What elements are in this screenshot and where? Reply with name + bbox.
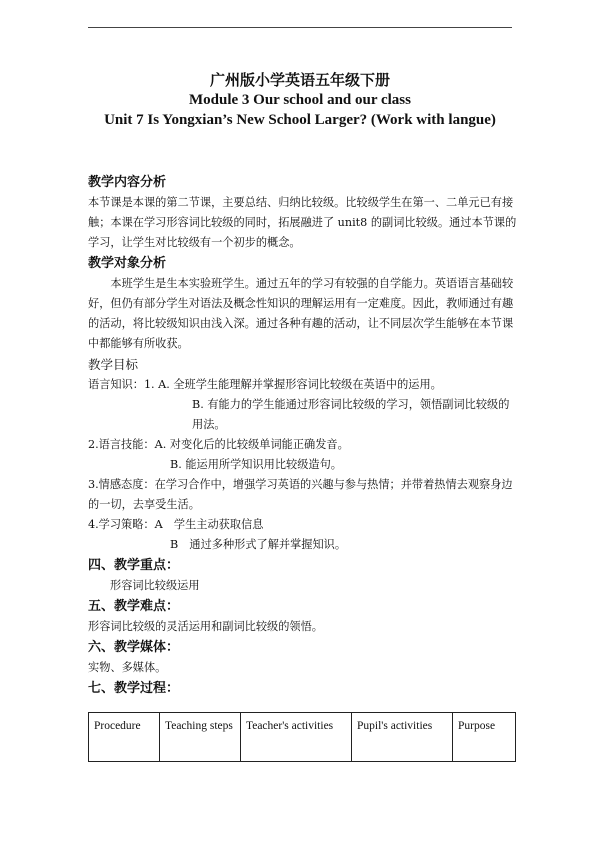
- document-title-block: [88, 70, 512, 130]
- table-header-cell: Teaching steps: [160, 713, 241, 762]
- document-body: [88, 172, 518, 699]
- document-title: 广州版小学英语五年级下册: [209, 71, 390, 89]
- difficulties-text: 形容词比较级的灵活运用和副词比较级的领悟。: [88, 620, 323, 633]
- section-heading-key-points: 四、教学重点：: [88, 558, 180, 573]
- table-header-row: [89, 713, 516, 762]
- key-points-text: 形容词比较级运用: [110, 579, 200, 592]
- table-header-cell: Pupil's activities: [352, 713, 453, 762]
- objective-knowledge-b: B. 有能力的学生能通过形容词比较级的学习，领悟副词比较级的用法。: [192, 398, 510, 431]
- table-header-cell: Teacher's activities: [241, 713, 352, 762]
- content-analysis-text: 本节课是本课的第二节课，主要总结、归纳比较级。比较级学生在第一、二单元已有接触；本课在学习形容词比较级的同时，拓展融进了 unit8 的副词比较级。通过本节课的学习，让学生对比较级有一个初步的概念。: [88, 196, 517, 249]
- module-title: Module 3 Our school and our class: [189, 92, 411, 108]
- top-divider: [88, 27, 512, 28]
- section-heading-difficulties: 五、教学难点：: [88, 599, 180, 614]
- objective-strategy-a: 4.学习策略：A 学生主动获取信息: [88, 518, 264, 531]
- section-heading-process: 七、教学过程：: [88, 681, 180, 696]
- section-heading-media: 六、教学媒体：: [88, 640, 180, 655]
- objective-skill-a: 2.语言技能：A. 对变化后的比较级单词能正确发音。: [88, 438, 349, 451]
- objective-strategy-b: B 通过多种形式了解并掌握知识。: [170, 538, 347, 551]
- section-heading-student-analysis: 教学对象分析: [88, 256, 167, 271]
- procedure-table: [88, 712, 516, 762]
- objective-attitude: 3.情感态度：在学习合作中，增强学习英语的兴趣与参与热情；并带着热情去观察身边的一切，去享受生活。: [88, 478, 513, 511]
- section-heading-content-analysis: 教学内容分析: [88, 175, 167, 190]
- objective-knowledge-a: 语言知识：1. A. 全班学生能理解并掌握形容词比较级在英语中的运用。: [88, 378, 442, 391]
- student-analysis-text: 本班学生是生本实验班学生。通过五年的学习有较强的自学能力。英语语言基础较好，但仍有部分学生对语法及概念性知识的理解运用有一定难度。因此，教师通过有趣的活动，将比较级知识由浅入深。通过各种有趣的活动，让不同层次学生能够在本节课中都能够有所收获。: [88, 277, 514, 350]
- table-header-cell: Procedure: [89, 713, 160, 762]
- table-header-cell: Purpose: [453, 713, 516, 762]
- media-text: 实物、多媒体。: [88, 661, 167, 674]
- section-heading-objectives: 教学目标: [88, 357, 139, 372]
- unit-title: Unit 7 Is Yongxian’s New School Larger? (Work with langue): [104, 112, 496, 128]
- objective-skill-b: B. 能运用所学知识用比较级造句。: [170, 458, 342, 471]
